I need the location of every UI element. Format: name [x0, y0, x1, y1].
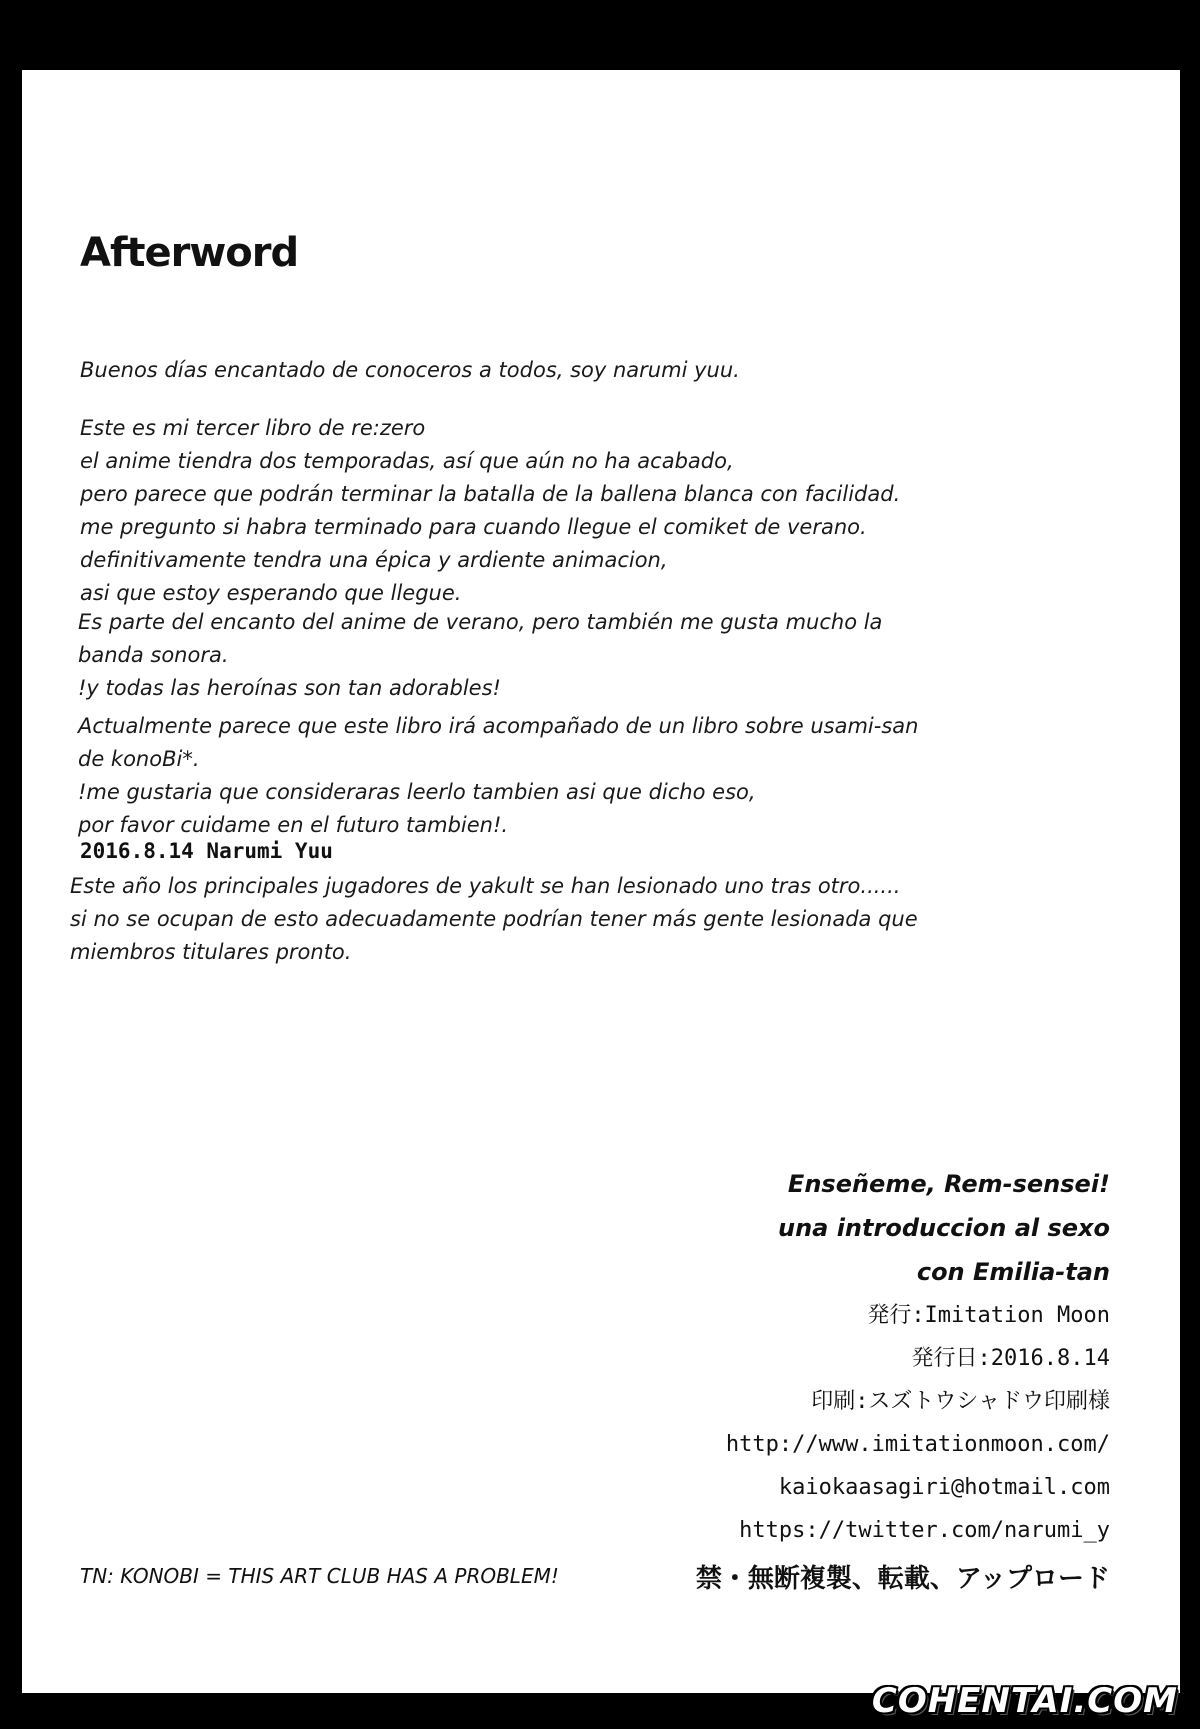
text-line: de konoBi*. [78, 747, 200, 771]
book-page [22, 70, 1180, 1693]
text-line: !y todas las heroínas son tan adorables! [78, 676, 501, 700]
printer-line: 印刷:スズトウシャドウ印刷様 [811, 1389, 1110, 1414]
afterword-paragraph-1 [80, 412, 900, 610]
translator-note: TN: KONOBI = THIS ART CLUB HAS A PROBLEM! [80, 1564, 559, 1588]
book-title-line: Enseñeme, Rem-sensei! [787, 1170, 1110, 1198]
text-line: el anime tiendra dos temporadas, así que aún no ha acabado, [80, 449, 734, 473]
twitter-url: https://twitter.com/narumi_y [739, 1518, 1110, 1543]
text-line: miembros titulares pronto. [70, 940, 352, 964]
text-line: Actualmente parece que este libro irá acompañado de un libro sobre usami-san [78, 714, 919, 738]
text-line: Este año los principales jugadores de yakult se han lesionado uno tras otro...... [70, 874, 901, 898]
text-line: definitivamente tendra una épica y ardiente animacion, [80, 548, 668, 572]
afterword-heading: Afterword [80, 230, 299, 276]
text-line: Buenos días encantado de conoceros a todos, soy narumi yuu. [80, 358, 740, 382]
site-watermark: COHENTAI.COM [871, 1681, 1178, 1721]
afterword-paragraph-2 [78, 606, 882, 705]
text-line: Este es mi tercer libro de re:zero [80, 416, 426, 440]
website-url: http://www.imitationmoon.com/ [725, 1432, 1110, 1457]
book-title-line: una introduccion al sexo [777, 1214, 1110, 1242]
text-line: banda sonora. [78, 643, 229, 667]
text-line: por favor cuidame en el futuro tambien!. [78, 813, 509, 837]
colophon [726, 1162, 1110, 1552]
text-line: !me gustaria que consideraras leerlo tambien asi que dicho eso, [78, 780, 756, 804]
publisher-line: 発行:Imitation Moon [867, 1303, 1110, 1328]
email-address: kaiokaasagiri@hotmail.com [778, 1475, 1110, 1500]
copyright-notice: 禁・無断複製、転載、アップロード [695, 1564, 1110, 1594]
afterword-greeting [80, 354, 740, 387]
afterword-postscript [70, 870, 918, 969]
text-line: me pregunto si habra terminado para cuando llegue el comiket de verano. [80, 515, 867, 539]
text-line: Es parte del encanto del anime de verano, pero también me gusta mucho la [78, 610, 883, 634]
text-line: asi que estoy esperando que llegue. [80, 581, 462, 605]
afterword-paragraph-3 [78, 710, 918, 842]
signature-date: 2016.8.14 Narumi Yuu [80, 839, 333, 863]
publish-date-line: 発行日:2016.8.14 [911, 1346, 1110, 1371]
text-line: si no se ocupan de esto adecuadamente podrían tener más gente lesionada que [70, 907, 918, 931]
book-title-line: con Emilia-tan [916, 1258, 1110, 1286]
text-line: pero parece que podrán terminar la batalla de la ballena blanca con facilidad. [80, 482, 901, 506]
